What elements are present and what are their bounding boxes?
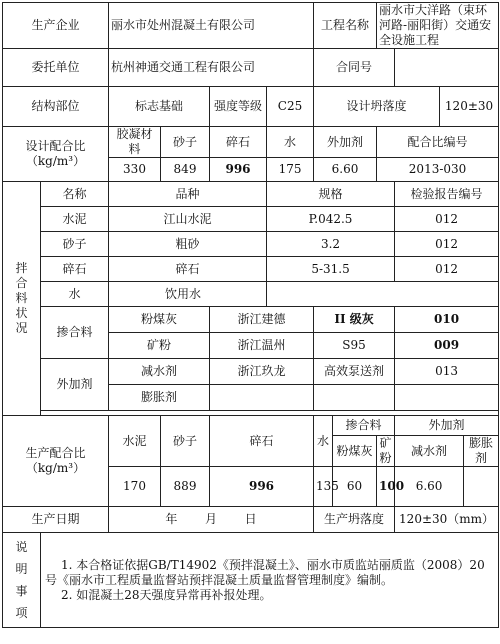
- notes-side-char: 事: [15, 584, 28, 598]
- side-char: 状: [15, 306, 28, 320]
- col-report-header: 检验报告编号: [395, 182, 499, 207]
- material-spec: 3.2: [267, 232, 395, 257]
- additive-group-label: 外加剂: [41, 359, 109, 411]
- material-producer: 浙江玖龙: [210, 359, 314, 385]
- design-mix-header: 碎石: [210, 127, 267, 158]
- design-mix-label-line1: 设计配合比: [25, 139, 86, 153]
- prod-mix-header: 掺合料: [333, 416, 395, 436]
- material-spec: II 级灰: [314, 307, 395, 333]
- material-variety: 江山水泥: [109, 207, 267, 232]
- contract-label: 合同号: [314, 49, 395, 87]
- material-spec: P.042.5: [267, 207, 395, 232]
- note-line-2: 2. 如混凝土28天强度异常再补报处理。: [61, 587, 272, 602]
- certificate-table: [2, 2, 499, 628]
- date-day: 日: [244, 512, 257, 526]
- design-mix-header-row: [3, 127, 499, 158]
- material-report: 013: [395, 359, 499, 385]
- design-mix-header: 配合比编号: [377, 127, 499, 158]
- production-date-row: [3, 507, 499, 533]
- client-label: 委托单位: [3, 49, 109, 87]
- design-mix-value: 996: [210, 158, 267, 182]
- material-row-reducer: [3, 359, 499, 385]
- material-name: 碎石: [41, 257, 109, 282]
- material-name: 砂子: [41, 232, 109, 257]
- prod-mix-value: 996: [210, 467, 314, 507]
- structure-row: [3, 87, 499, 127]
- production-slump-value: 120±30（mm）: [395, 507, 499, 533]
- production-date-value: [109, 507, 314, 533]
- col-spec-header: 规格: [267, 182, 395, 207]
- notes-content: [41, 533, 499, 628]
- strength-value: C25: [267, 87, 314, 127]
- prod-mix-label: [3, 416, 109, 507]
- prod-mix-subheader: 矿粉: [377, 436, 395, 467]
- part-label: 结构部位: [3, 87, 109, 127]
- side-char: 拌: [15, 261, 28, 275]
- producer-value: 丽水市处州混凝土有限公司: [109, 3, 314, 49]
- material-report: 012: [395, 207, 499, 232]
- prod-mix-value: 6.60: [395, 467, 464, 507]
- notes-side-char: 明: [15, 562, 28, 576]
- prod-mix-header: 碎石: [210, 416, 314, 467]
- prod-mix-value: 135: [314, 467, 333, 507]
- notes-side-label: [3, 533, 41, 628]
- materials-header-row: [3, 182, 499, 207]
- project-value: 丽水市大洋路（束环河路-丽阳街）交通安全设施工程: [377, 3, 499, 49]
- slump-design-value: 120±30: [440, 87, 499, 127]
- material-variety: 膨胀剂: [109, 385, 210, 411]
- material-producer: 浙江温州: [210, 333, 314, 359]
- design-mix-label-line2: （kg/m³）: [25, 154, 86, 168]
- prod-mix-label-line2: （kg/m³）: [25, 461, 86, 475]
- prod-mix-header: 砂子: [161, 416, 210, 467]
- prod-mix-header: 水泥: [109, 416, 161, 467]
- side-char: 况: [15, 321, 28, 335]
- material-row-gravel: [3, 257, 499, 282]
- date-year: 年: [165, 512, 178, 526]
- material-report: 009: [395, 333, 499, 359]
- prod-mix-value: 60: [333, 467, 377, 507]
- material-variety: 减水剂: [109, 359, 210, 385]
- client-row: [3, 49, 499, 87]
- strength-label: 强度等级: [210, 87, 267, 127]
- material-empty: [267, 282, 499, 307]
- material-report: 010: [395, 307, 499, 333]
- prod-mix-header: 外加剂: [395, 416, 499, 436]
- col-name-header: 名称: [41, 182, 109, 207]
- material-row-water: [3, 282, 499, 307]
- client-value: 杭州神通交通工程有限公司: [109, 49, 314, 87]
- prod-mix-label-line1: 生产配合比: [25, 446, 86, 460]
- producer-label: 生产企业: [3, 3, 109, 49]
- material-spec: 高效泵送剂: [314, 359, 395, 385]
- contract-value: [395, 49, 499, 87]
- design-mix-header: 胶凝材料: [109, 127, 161, 158]
- notes-side-char: 项: [15, 606, 28, 620]
- slump-design-label: 设计坍落度: [314, 87, 440, 127]
- materials-side-label: [3, 182, 41, 416]
- design-mix-value: 849: [161, 158, 210, 182]
- project-label: 工程名称: [314, 3, 377, 49]
- material-name: 水泥: [41, 207, 109, 232]
- side-char: 合: [15, 276, 28, 290]
- design-mix-header: 外加剂: [314, 127, 377, 158]
- production-slump-label: 生产坍落度: [314, 507, 395, 533]
- material-report: [395, 385, 499, 411]
- prod-mix-header-row1: [3, 416, 499, 436]
- prod-mix-value: [464, 467, 499, 507]
- material-spec: 5-31.5: [267, 257, 395, 282]
- notes-row: [3, 533, 499, 628]
- material-name: 水: [41, 282, 109, 307]
- design-mix-header: 水: [267, 127, 314, 158]
- prod-mix-subheader: 减水剂: [395, 436, 464, 467]
- col-variety-header: 品种: [109, 182, 267, 207]
- notes-side-char: 说: [15, 540, 28, 554]
- material-variety: 粗砂: [109, 232, 267, 257]
- design-mix-value: 6.60: [314, 158, 377, 182]
- material-variety: 碎石: [109, 257, 267, 282]
- design-mix-value: 2013-030: [377, 158, 499, 182]
- producer-row: [3, 3, 499, 49]
- material-row-cement: [3, 207, 499, 232]
- material-spec: [314, 385, 395, 411]
- production-date-label: 生产日期: [3, 507, 109, 533]
- design-mix-header: 砂子: [161, 127, 210, 158]
- material-variety: 饮用水: [109, 282, 267, 307]
- material-report: 012: [395, 257, 499, 282]
- material-spec: S95: [314, 333, 395, 359]
- material-variety: 粉煤灰: [109, 307, 210, 333]
- design-mix-value: 175: [267, 158, 314, 182]
- design-mix-value: 330: [109, 158, 161, 182]
- part-value: 标志基础: [109, 87, 210, 127]
- side-char: 料: [15, 291, 28, 305]
- date-month: 月: [205, 512, 218, 526]
- material-producer: 浙江建德: [210, 307, 314, 333]
- prod-mix-subheader: 膨胀剂: [464, 436, 499, 467]
- prod-mix-value: 889: [161, 467, 210, 507]
- prod-mix-value: 170: [109, 467, 161, 507]
- design-mix-label: [3, 127, 109, 182]
- material-row-fly-ash: [3, 307, 499, 333]
- note-line-1: 1. 本合格证依据GB/T14902《预拌混凝土》、丽水市质监站丽质监（2008）20号《丽水市工程质量监督站预拌混凝土质量监督管理制度》编制。: [45, 557, 485, 587]
- prod-mix-header: 水: [314, 416, 333, 467]
- prod-mix-value: 100: [377, 467, 395, 507]
- material-producer: [210, 385, 314, 411]
- admixture-group-label: 掺合料: [41, 307, 109, 359]
- material-variety: 矿粉: [109, 333, 210, 359]
- material-row-sand: [3, 232, 499, 257]
- material-report: 012: [395, 232, 499, 257]
- prod-mix-subheader: 粉煤灰: [333, 436, 377, 467]
